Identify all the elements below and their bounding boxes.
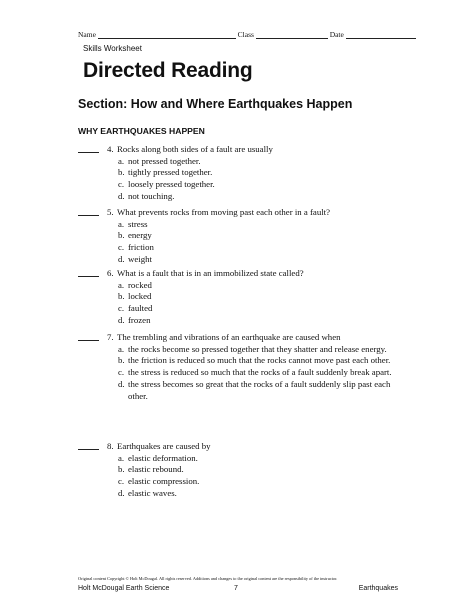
answer-blank[interactable]: [78, 215, 99, 216]
question-number: 4.: [107, 144, 114, 154]
choice-text: elastic deformation.: [128, 452, 198, 463]
choice-item: [118, 476, 408, 488]
choice-letter: c.: [118, 179, 125, 190]
worksheet-type: Skills Worksheet: [83, 44, 142, 53]
question-stem: [107, 268, 408, 280]
answer-blank[interactable]: [78, 449, 99, 450]
choice-letter: d.: [118, 253, 125, 264]
choice-item: [118, 379, 408, 402]
choice-text: loosely pressed together.: [128, 179, 215, 190]
name-label: Name: [78, 30, 96, 39]
class-blank[interactable]: [256, 30, 328, 39]
choice-list: [118, 219, 408, 266]
question-8: [78, 441, 408, 500]
section-title: Section: How and Where Earthquakes Happen: [78, 97, 353, 111]
question-text: What prevents rocks from moving past each other in a fault?: [117, 207, 331, 217]
choice-item: [118, 179, 408, 191]
choice-item: [118, 367, 408, 379]
date-label: Date: [329, 30, 344, 39]
choice-text: the stress becomes so great that the rocks of a fault suddenly slip past each other.: [128, 378, 391, 401]
choice-letter: b.: [118, 355, 125, 366]
question-text: The trembling and vibrations of an earthquake are caused when: [117, 332, 341, 342]
choice-list: [118, 344, 408, 403]
question-stem: [107, 332, 408, 344]
choice-list: [118, 280, 408, 327]
question-number: 5.: [107, 207, 114, 217]
class-label: Class: [237, 30, 254, 39]
choice-text: the rocks become so pressed together that they shatter and release energy.: [128, 343, 387, 354]
choice-letter: b.: [118, 464, 125, 475]
choice-letter: b.: [118, 291, 125, 302]
choice-item: [118, 315, 408, 327]
choice-text: not touching.: [128, 190, 175, 201]
choice-item: [118, 156, 408, 168]
choice-text: frozen: [128, 314, 151, 325]
student-info-header: [78, 30, 398, 39]
question-stem: [107, 144, 408, 156]
choice-text: elastic compression.: [128, 476, 200, 487]
question-text: Earthquakes are caused by: [117, 441, 211, 451]
choice-text: the stress is reduced so much that the rocks of a fault suddenly break apart.: [128, 367, 392, 378]
choice-item: [118, 242, 408, 254]
choice-letter: b.: [118, 167, 125, 178]
question-5: [78, 207, 408, 266]
choice-text: stress: [128, 218, 148, 229]
choice-text: friction: [128, 242, 154, 253]
choice-text: locked: [128, 291, 152, 302]
question-stem: [107, 207, 408, 219]
choice-letter: c.: [118, 242, 125, 253]
choice-letter: c.: [118, 303, 125, 314]
choice-letter: a.: [118, 218, 125, 229]
date-blank[interactable]: [346, 30, 416, 39]
choice-item: [118, 291, 408, 303]
name-blank[interactable]: [98, 30, 236, 39]
question-number: 7.: [107, 332, 114, 342]
choice-item: [118, 280, 408, 292]
choice-item: [118, 355, 408, 367]
choice-letter: a.: [118, 452, 125, 463]
choice-item: [118, 191, 408, 203]
answer-blank[interactable]: [78, 340, 99, 341]
choice-list: [118, 156, 408, 203]
answer-blank[interactable]: [78, 276, 99, 277]
choice-text: energy: [128, 230, 152, 241]
question-6: [78, 268, 408, 327]
choice-text: elastic waves.: [128, 487, 177, 498]
choice-letter: d.: [118, 487, 125, 498]
choice-item: [118, 488, 408, 500]
question-number: 8.: [107, 441, 114, 451]
question-7: [78, 332, 408, 402]
choice-text: tightly pressed together.: [128, 167, 213, 178]
footer-page-number: 7: [234, 585, 238, 592]
choice-list: [118, 453, 408, 500]
question-stem: [107, 441, 408, 453]
answer-blank[interactable]: [78, 152, 99, 153]
choice-item: [118, 219, 408, 231]
choice-letter: b.: [118, 230, 125, 241]
question-4: [78, 144, 408, 203]
choice-text: rocked: [128, 279, 152, 290]
choice-item: [118, 167, 408, 179]
choice-text: weight: [128, 253, 152, 264]
footer-chapter: Earthquakes: [358, 585, 398, 592]
page-title: Directed Reading: [83, 59, 253, 82]
choice-item: [118, 453, 408, 465]
choice-item: [118, 230, 408, 242]
choice-text: not pressed together.: [128, 155, 201, 166]
question-text: What is a fault that is in an immobilized state called?: [117, 268, 304, 278]
footer-publisher: Holt McDougal Earth Science: [78, 585, 170, 592]
choice-item: [118, 254, 408, 266]
subheading: WHY EARTHQUAKES HAPPEN: [78, 126, 205, 136]
choice-text: the friction is reduced so much that the rocks cannot move past each other.: [128, 355, 391, 366]
question-text: Rocks along both sides of a fault are usually: [117, 144, 273, 154]
choice-letter: c.: [118, 476, 125, 487]
choice-letter: d.: [118, 190, 125, 201]
choice-letter: c.: [118, 367, 125, 378]
choice-letter: d.: [118, 378, 125, 389]
choice-letter: a.: [118, 279, 125, 290]
choice-letter: d.: [118, 314, 125, 325]
choice-letter: a.: [118, 155, 125, 166]
choice-text: faulted: [128, 303, 153, 314]
choice-item: [118, 464, 408, 476]
choice-item: [118, 344, 408, 356]
choice-letter: a.: [118, 343, 125, 354]
question-number: 6.: [107, 268, 114, 278]
choice-text: elastic rebound.: [128, 464, 184, 475]
choice-item: [118, 303, 408, 315]
copyright-notice: Original content Copyright © Holt McDougal. All rights reserved. Additions and changes to the original content are the responsibility of the instructor.: [78, 576, 338, 581]
